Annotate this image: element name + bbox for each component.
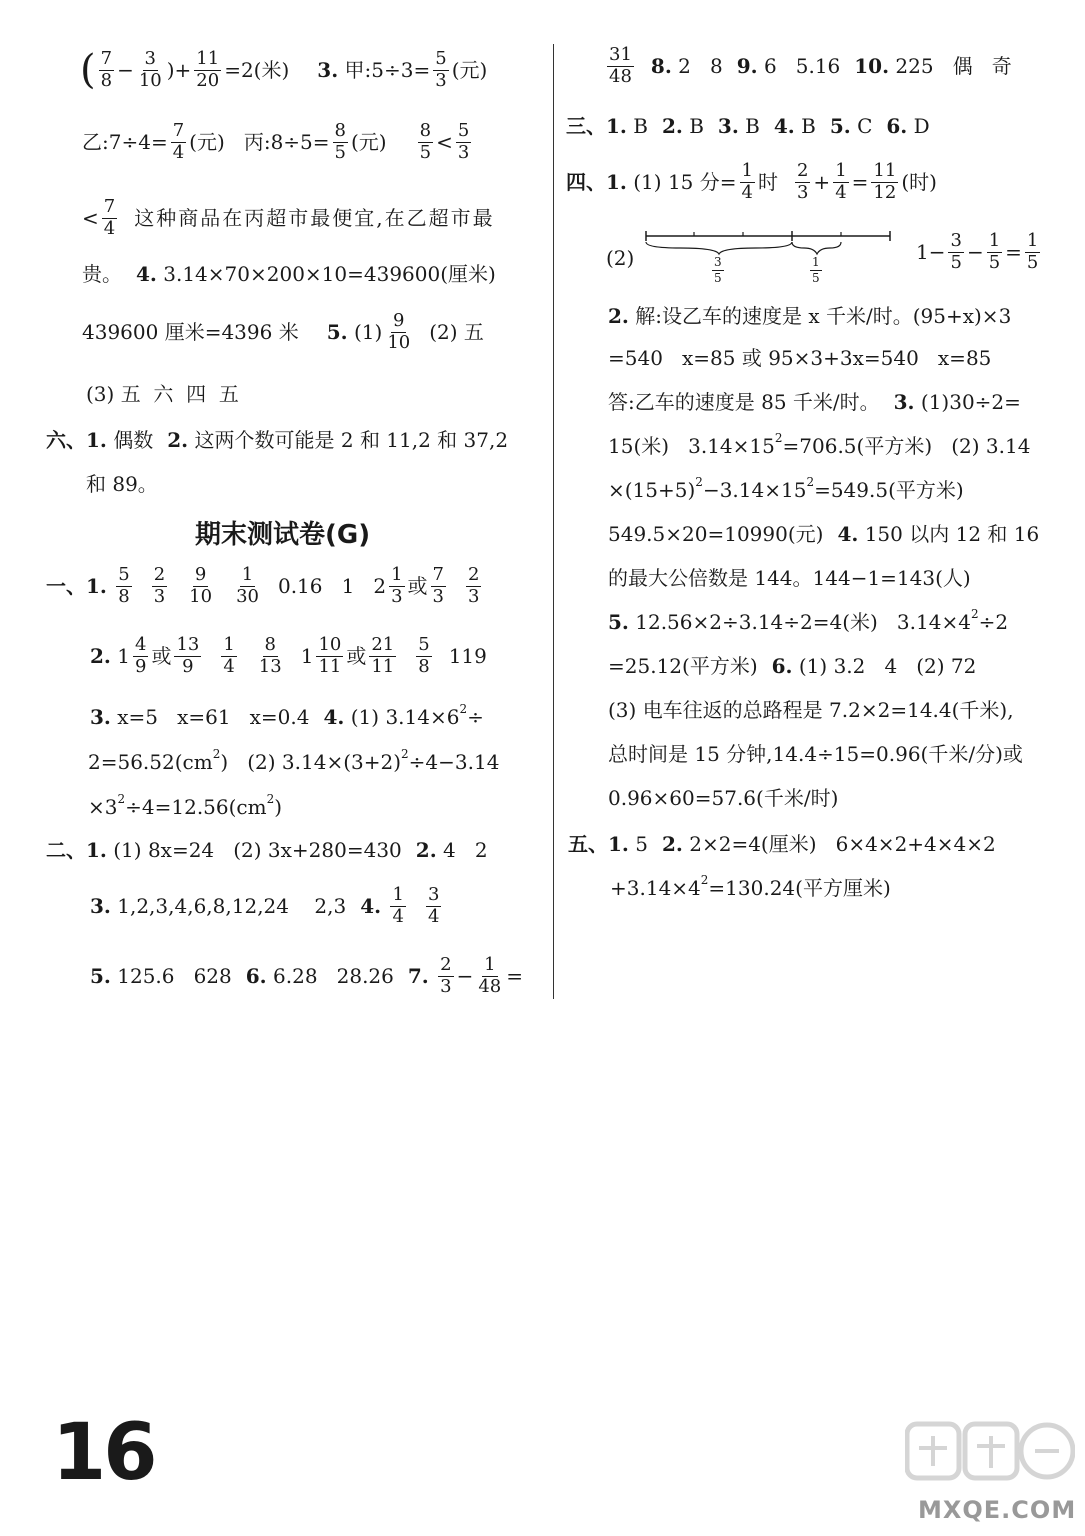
fraction: $\frac{1}{48}$ xyxy=(478,954,502,997)
fraction: $\frac{8}{5}$ xyxy=(419,120,432,163)
fraction: $\frac{1}{3}$ xyxy=(391,564,403,607)
fraction: $\frac{13}{9}$ xyxy=(176,634,200,677)
fraction: $\frac{1}{5}$ xyxy=(1026,230,1039,273)
fraction: $\frac{11}{12}$ xyxy=(873,160,897,203)
answer-line: 乙:7÷4= $\frac{7}{4}$ (元) 丙:8÷5= $\frac{8}{5}$ (元) $\frac{8}{5}$ < $\frac{5}{3}$ xyxy=(82,120,470,163)
answer-line: (3) 五 六 四 五 xyxy=(86,382,239,406)
answer-line: 439600 厘米=4396 米 5. (1) $\frac{9}{10}$ (2) 五 xyxy=(82,310,484,353)
fraction: $\frac{3}{4}$ xyxy=(427,884,440,927)
fraction: $\frac{9}{10}$ xyxy=(387,310,411,353)
fraction: $\frac{11}{20}$ xyxy=(196,48,220,91)
fraction: $\frac{3}{5}$ xyxy=(950,230,962,273)
fraction: $\frac{5}{3}$ xyxy=(457,120,470,163)
fraction: $\frac{1}{30}$ xyxy=(236,564,259,607)
column-divider xyxy=(553,44,554,999)
watermark-text: MXQE.COM xyxy=(918,1496,1077,1524)
fraction: $\frac{1}{4}$ xyxy=(835,160,847,203)
answer-line: $\frac{31}{48}$ 8. 2 8 9. 6 5.16 10. 225 偶 奇 xyxy=(609,44,1012,87)
fraction: $\frac{2}{3}$ xyxy=(796,160,809,203)
fraction: $\frac{3}{10}$ xyxy=(138,48,162,91)
answer-line: 2. 解:设乙车的速度是 x 千米/时。(95+x)×3 xyxy=(608,304,1012,328)
answer-line: (2) xyxy=(606,246,635,270)
answer-line: =540 x=85 或 95×3+3x=540 x=85 xyxy=(608,346,992,370)
answer-line: +3.14×4 2 =130.24(平方厘米) xyxy=(610,873,891,900)
fraction: $\frac{31}{48}$ xyxy=(609,44,632,87)
fraction: $\frac{5}{3}$ xyxy=(435,48,447,91)
fraction: $\frac{1}{4}$ xyxy=(392,884,404,927)
fraction: $\frac{4}{9}$ xyxy=(134,634,147,677)
fraction: $\frac{8}{5}$ xyxy=(334,120,346,163)
fraction: $\frac{7}{8}$ xyxy=(100,48,113,91)
answer-line: ×(15+5) 2 −3.14×15 2 =549.5(平方米) xyxy=(608,475,964,502)
answer-line: < $\frac{7}{4}$ 这种商品在丙超市最便宜,在乙超市最 xyxy=(82,196,495,239)
fraction: $\frac{10}{11}$ xyxy=(318,634,342,677)
answer-line: 总时间是 15 分钟,14.4÷15=0.96(千米/分)或 xyxy=(608,742,1023,766)
answer-line: 2=56.52(cm 2 ) (2) 3.14×(3+2) 2 ÷4−3.14 xyxy=(88,747,500,774)
page-number: 16 xyxy=(52,1408,155,1498)
answer-line: 1− $\frac{3}{5}$ − $\frac{1}{5}$ = $\frac{1}{5}$ xyxy=(916,230,1039,273)
answer-line: 5. 12.56×2÷3.14÷2=4(米) 3.14×4 2 ÷2 xyxy=(608,607,1009,634)
answer-line: ( $\frac{7}{8}$ − $\frac{3}{10}$ )+ $\frac{11}{20}$ =2(米) 3. 甲:5÷3= $\frac{5}{3}$ (元) xyxy=(80,47,488,94)
fraction: $\frac{2}{3}$ xyxy=(440,954,452,997)
fraction: $\frac{1}{5}$ xyxy=(988,230,1001,273)
answer-line: 四、 1. (1) 15 分= $\frac{1}{4}$ 时 $\frac{2}{3}$ + $\frac{1}{4}$ = $\frac{11}{12}$ (时) xyxy=(566,160,937,203)
fraction: $\frac{8}{13}$ xyxy=(258,634,282,677)
answer-line: 五、 1. 5 2. 2×2=4(厘米) 6×4×2+4×4×2 xyxy=(568,832,996,856)
answer-line: 三、 1. B 2. B 3. B 4. B 5. C 6. D xyxy=(566,114,930,138)
answer-line: 贵。 4. 3.14×70×200×10=439600(厘米) xyxy=(82,262,496,286)
answer-line: 5. 125.6 628 6. 6.28 28.26 7. $\frac{2}{3}$ − $\frac{1}{48}$ = xyxy=(90,954,524,997)
answer-line: 15(米) 3.14×15 2 =706.5(平方米) (2) 3.14 xyxy=(608,431,1031,458)
answer-line: (3) 电车往返的总路程是 7.2×2=14.4(千米), xyxy=(608,698,1014,722)
fraction: $\frac{21}{11}$ xyxy=(371,634,395,677)
fraction: $\frac{5}{8}$ xyxy=(118,564,130,607)
fraction: $\frac{2}{3}$ xyxy=(153,564,166,607)
answer-line: 3. 1,2,3,4,6,8,12,24 2,3 4. $\frac{1}{4}$ $\frac{3}{4}$ xyxy=(90,884,440,927)
segment-diagram xyxy=(644,226,894,286)
answer-line: ×3 2 ÷4=12.56(cm 2 ) xyxy=(88,792,283,819)
answer-line: 549.5×20=10990(元) 4. 150 以内 12 和 16 xyxy=(608,522,1040,546)
fraction: $\frac{1}{4}$ xyxy=(223,634,235,677)
segment-label: $\frac{1}{5}$ xyxy=(812,255,820,285)
answer-line: 一、 1. $\frac{5}{8}$ $\frac{2}{3}$ $\frac{9}{10}$ $\frac{1}{30}$ 0.16 1 2 $\frac{1}{3}$ 或 $\frac{7}{3}$ $\frac{2}{3}$ xyxy=(46,564,480,607)
fraction: $\frac{5}{8}$ xyxy=(418,634,430,677)
fraction: $\frac{2}{3}$ xyxy=(468,564,480,607)
answer-line: 二、 1. (1) 8x=24 (2) 3x+280=430 2. 4 2 xyxy=(46,838,488,862)
fraction: $\frac{7}{4}$ xyxy=(172,120,185,163)
answer-line: 3. x=5 x=61 x=0.4 4. (1) 3.14×6 2 ÷ xyxy=(90,702,484,729)
answer-line: 2. 1 $\frac{4}{9}$ 或 $\frac{13}{9}$ $\frac{1}{4}$ $\frac{8}{13}$ 1 $\frac{10}{11}$ 或 $\frac{21}{11}$ $\frac{5}{8}$ 119 xyxy=(90,634,487,677)
answer-line: 六、 1. 偶数 2. 这两个数可能是 2 和 11,2 和 37,2 xyxy=(46,428,509,452)
answer-line: 的最大公倍数是 144。144−1=143(人) xyxy=(608,566,971,590)
fraction: $\frac{9}{10}$ xyxy=(189,564,213,607)
answer-line: 答:乙车的速度是 85 千米/时。 3. (1)30÷2= xyxy=(608,390,1021,414)
fraction: $\frac{7}{4}$ xyxy=(103,196,116,239)
answer-line: 0.96×60=57.6(千米/时) xyxy=(608,786,839,810)
fraction: $\frac{1}{4}$ xyxy=(741,160,753,203)
fraction: $\frac{7}{3}$ xyxy=(432,564,444,607)
answer-line: =25.12(平方米) 6. (1) 3.2 4 (2) 72 xyxy=(608,654,977,678)
answer-line: 和 89。 xyxy=(86,472,158,496)
section-title: 期末测试卷(G) xyxy=(195,520,371,550)
segment-label: $\frac{3}{5}$ xyxy=(714,255,722,285)
